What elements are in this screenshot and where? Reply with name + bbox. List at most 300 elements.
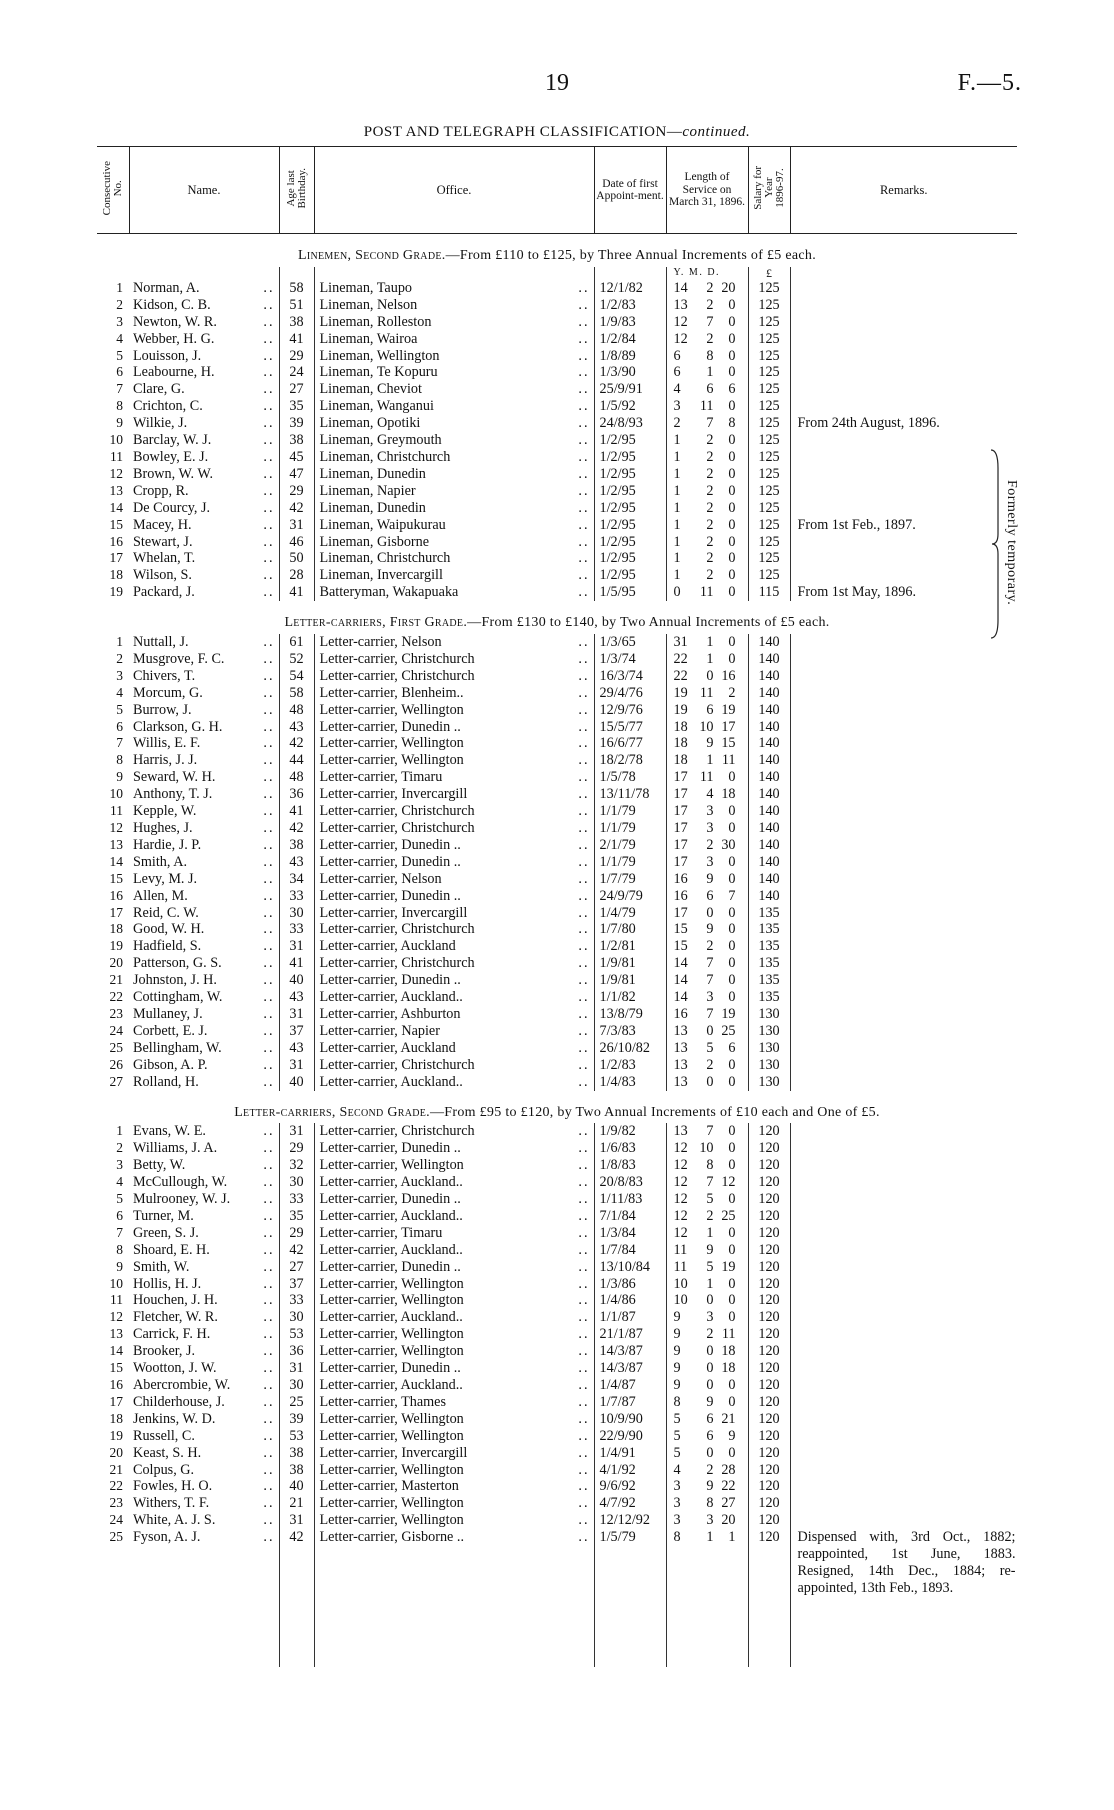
row-number: 24 [109, 1022, 123, 1038]
age-value: 43 [279, 719, 314, 736]
salary-value: 125 [748, 348, 790, 365]
service-years: 10 [673, 1292, 688, 1309]
service-years: 1 [673, 499, 681, 516]
employee-name [129, 905, 279, 922]
appointment-date: 1/2/95 [594, 483, 666, 500]
office-value [314, 584, 594, 601]
row-number: 18 [109, 1410, 123, 1426]
length-of-service [666, 905, 748, 922]
office-text: Letter-carrier, Wellington [319, 701, 464, 718]
office-text: Letter-carrier, Auckland.. [319, 1174, 463, 1191]
length-of-service [666, 1360, 748, 1377]
leader-dots: .. [263, 820, 275, 836]
service-months: 2 [706, 279, 714, 296]
office-text: Lineman, Christchurch [319, 448, 451, 465]
service-days: 0 [728, 1292, 736, 1309]
office-text: Letter-carrier, Christchurch [319, 1056, 475, 1073]
leader-dots: .. [578, 1174, 590, 1191]
service-days: 20 [721, 279, 736, 296]
office-value [314, 820, 594, 837]
table-row [97, 888, 1017, 905]
service-days: 0 [728, 364, 736, 381]
age-value: 41 [279, 584, 314, 601]
length-of-service [666, 803, 748, 820]
table-row [97, 786, 1017, 803]
tail-cell [129, 1597, 279, 1667]
leader-dots: .. [578, 634, 590, 651]
length-of-service [666, 381, 748, 398]
salary-value: 125 [748, 567, 790, 584]
section-heading-row [97, 234, 1017, 267]
row-number: 6 [116, 718, 123, 734]
name-text: Turner, M. [133, 1207, 194, 1224]
office-value [314, 517, 594, 534]
table-row [97, 1478, 1017, 1495]
table-row [97, 483, 1017, 500]
appointment-date: 1/1/79 [594, 854, 666, 871]
service-years: 5 [673, 1410, 681, 1427]
row-number: 25 [109, 1039, 123, 1055]
leader-dots: .. [578, 752, 590, 769]
service-years: 14 [673, 989, 688, 1006]
section-heading [97, 601, 1017, 634]
employee-name [129, 517, 279, 534]
length-of-service [666, 1292, 748, 1309]
leader-dots: .. [263, 1292, 275, 1309]
leader-dots: .. [578, 1039, 590, 1056]
service-days: 0 [728, 584, 736, 601]
length-of-service [666, 1478, 748, 1495]
leader-dots: .. [578, 499, 590, 516]
salary-value: 120 [748, 1360, 790, 1377]
remarks-cell [790, 1292, 1017, 1309]
appointment-date: 1/2/81 [594, 938, 666, 955]
leader-dots: .. [263, 769, 275, 786]
length-of-service [666, 921, 748, 938]
age-value: 38 [279, 314, 314, 331]
leader-dots: .. [263, 1478, 275, 1495]
name-text: Leabourne, H. [133, 364, 215, 381]
name-text: Patterson, G. S. [133, 955, 222, 972]
name-text: Fowles, H. O. [133, 1478, 213, 1495]
appointment-date: 26/10/82 [594, 1040, 666, 1057]
section-description: —From £95 to £120, by Two Annual Increments of £10 each and One of £5. [429, 1104, 880, 1120]
row-number: 3 [116, 1157, 123, 1173]
salary-value: 125 [748, 534, 790, 551]
length-of-service [666, 1074, 748, 1091]
office-value [314, 1191, 594, 1208]
employee-name [129, 1040, 279, 1057]
row-number: 14 [109, 853, 123, 869]
service-years: 3 [673, 1495, 681, 1512]
remarks-cell [790, 1040, 1017, 1057]
row-number: 2 [116, 650, 123, 666]
office-value [314, 1309, 594, 1326]
remarks-cell [790, 550, 1017, 567]
employee-name [129, 989, 279, 1006]
name-text: McCullough, W. [133, 1174, 228, 1191]
table-row [97, 1225, 1017, 1242]
salary-value: 140 [748, 752, 790, 769]
length-of-service [666, 752, 748, 769]
length-of-service [666, 1157, 748, 1174]
salary-value: 125 [748, 483, 790, 500]
office-value [314, 938, 594, 955]
employee-name [129, 534, 279, 551]
age-value: 48 [279, 769, 314, 786]
leader-dots: .. [578, 1377, 590, 1393]
employee-name [129, 837, 279, 854]
service-months: 2 [706, 296, 714, 313]
office-text: Letter-carrier, Wellington [319, 1495, 464, 1512]
salary-value: 140 [748, 719, 790, 736]
length-of-service [666, 1023, 748, 1040]
office-value [314, 314, 594, 331]
remarks-cell [790, 702, 1017, 719]
length-of-service [666, 449, 748, 466]
service-years: 1 [673, 550, 681, 567]
service-years: 13 [673, 1056, 688, 1073]
service-months: 2 [706, 533, 714, 550]
remarks-cell [790, 1140, 1017, 1157]
appointment-date: 1/2/95 [594, 466, 666, 483]
name-text: Hadfield, S. [133, 938, 202, 955]
leader-dots: .. [263, 684, 275, 701]
service-months: 6 [706, 1410, 714, 1427]
appointment-date: 1/4/91 [594, 1445, 666, 1462]
appointment-date: 1/5/79 [594, 1529, 666, 1597]
salary-value: 120 [748, 1326, 790, 1343]
service-months: 1 [706, 364, 714, 381]
age-value: 43 [279, 854, 314, 871]
service-months: 8 [706, 1157, 714, 1174]
remarks-cell [790, 769, 1017, 786]
table-row [97, 702, 1017, 719]
service-months: 2 [706, 836, 714, 853]
row-number: 22 [109, 1478, 123, 1494]
salary-value: 125 [748, 280, 790, 297]
name-text: Bowley, E. J. [133, 448, 209, 465]
leader-dots: .. [263, 853, 275, 870]
appointment-date: 1/4/79 [594, 905, 666, 922]
row-number: 19 [109, 1427, 123, 1443]
service-days: 0 [728, 313, 736, 330]
length-of-service [666, 651, 748, 668]
remarks-cell [790, 567, 1017, 584]
table-row [97, 534, 1017, 551]
leader-dots: .. [578, 1427, 590, 1444]
appointment-date: 14/3/87 [594, 1343, 666, 1360]
name-text: Colpus, G. [133, 1461, 195, 1478]
salary-value: 140 [748, 820, 790, 837]
service-years: 12 [673, 1140, 688, 1157]
leader-dots: .. [263, 735, 275, 752]
name-text: Wilson, S. [133, 567, 192, 584]
leader-dots: .. [578, 836, 590, 853]
service-years: 1 [673, 448, 681, 465]
service-years: 17 [673, 769, 688, 786]
table-row [97, 1326, 1017, 1343]
row-number: 8 [116, 398, 123, 414]
table-row [97, 820, 1017, 837]
leader-dots: .. [263, 465, 275, 482]
leader-dots: .. [263, 904, 275, 921]
name-text: Bellingham, W. [133, 1039, 222, 1056]
leader-dots: .. [578, 853, 590, 870]
salary-value: 120 [748, 1529, 790, 1597]
length-of-service [666, 534, 748, 551]
service-years: 18 [673, 752, 688, 769]
leader-dots: .. [263, 499, 275, 516]
table-row [97, 1462, 1017, 1479]
name-text: Fyson, A. J. [133, 1529, 201, 1546]
leader-dots: .. [578, 718, 590, 735]
leader-dots: .. [263, 989, 275, 1006]
remarks-cell [790, 1006, 1017, 1023]
office-text: Letter-carrier, Wellington [319, 1461, 464, 1478]
length-of-service [666, 871, 748, 888]
document-reference: F.—5. [957, 70, 1022, 96]
name-text: White, A. J. S. [133, 1512, 216, 1529]
employee-name [129, 398, 279, 415]
service-years: 19 [673, 701, 688, 718]
name-text: Williams, J. A. [133, 1140, 218, 1157]
row-number: 16 [109, 533, 123, 549]
service-days: 21 [721, 1410, 736, 1427]
office-value [314, 1040, 594, 1057]
appointment-date: 1/5/95 [594, 584, 666, 601]
table-row [97, 921, 1017, 938]
service-years: 13 [673, 1123, 688, 1140]
appointment-date: 22/9/90 [594, 1428, 666, 1445]
row-number: 9 [116, 1258, 123, 1274]
length-of-service [666, 685, 748, 702]
length-of-service [666, 668, 748, 685]
remarks-cell [790, 331, 1017, 348]
service-days: 30 [721, 836, 736, 853]
leader-dots: .. [263, 567, 275, 584]
leader-dots: .. [578, 516, 590, 533]
office-text: Letter-carrier, Auckland [319, 938, 456, 955]
age-value: 38 [279, 1445, 314, 1462]
employee-name [129, 364, 279, 381]
service-years: 3 [673, 1478, 681, 1495]
appointment-date: 13/10/84 [594, 1259, 666, 1276]
row-number: 14 [109, 1343, 123, 1359]
leader-dots: .. [263, 1174, 275, 1191]
row-number: 9 [116, 415, 123, 431]
length-of-service [666, 1495, 748, 1512]
leader-dots: .. [578, 1444, 590, 1461]
office-text: Lineman, Napier [319, 482, 416, 499]
leader-dots: .. [263, 887, 275, 904]
appointment-date: 1/2/95 [594, 449, 666, 466]
leader-dots: .. [578, 465, 590, 482]
service-months: 2 [706, 516, 714, 533]
name-text: Norman, A. [133, 279, 200, 296]
formerly-temporary-label: Formerly temporary. [1004, 480, 1019, 606]
appointment-date: 1/7/80 [594, 921, 666, 938]
service-years: 13 [673, 1073, 688, 1090]
age-value: 21 [279, 1495, 314, 1512]
leader-dots: .. [263, 1495, 275, 1512]
salary-value: 120 [748, 1462, 790, 1479]
employee-name [129, 1057, 279, 1074]
length-of-service [666, 735, 748, 752]
age-value: 42 [279, 735, 314, 752]
service-months: 7 [706, 1005, 714, 1022]
service-years: 12 [673, 1157, 688, 1174]
salary-value: 135 [748, 921, 790, 938]
leader-dots: .. [578, 415, 590, 432]
appointment-date: 1/2/95 [594, 567, 666, 584]
leader-dots: .. [263, 650, 275, 667]
leader-dots: .. [578, 820, 590, 836]
leader-dots: .. [263, 955, 275, 972]
appointment-date: 13/8/79 [594, 1006, 666, 1023]
row-number: 8 [116, 1241, 123, 1257]
service-months: 3 [706, 989, 714, 1006]
table-row [97, 1445, 1017, 1462]
name-text: Keast, S. H. [133, 1444, 202, 1461]
age-value: 29 [279, 1225, 314, 1242]
service-years: 4 [673, 381, 681, 398]
office-value [314, 786, 594, 803]
table-row [97, 466, 1017, 483]
table-row [97, 634, 1017, 651]
office-value [314, 1512, 594, 1529]
age-value: 52 [279, 651, 314, 668]
appointment-date: 1/1/79 [594, 803, 666, 820]
name-text: Allen, M. [133, 887, 188, 904]
service-years: 19 [673, 684, 688, 701]
name-text: Childerhouse, J. [133, 1393, 225, 1410]
employee-name [129, 1343, 279, 1360]
row-number: 5 [116, 701, 123, 717]
row-number: 7 [116, 735, 123, 751]
employee-name [129, 1225, 279, 1242]
office-value [314, 735, 594, 752]
salary-value: 135 [748, 905, 790, 922]
service-months: 1 [706, 634, 714, 651]
leader-dots: .. [263, 415, 275, 432]
age-value: 29 [279, 348, 314, 365]
service-years: 8 [673, 1393, 681, 1410]
remarks-cell [790, 1057, 1017, 1074]
employee-name [129, 1377, 279, 1394]
table-row [97, 567, 1017, 584]
row-number: 21 [109, 1461, 123, 1477]
name-text: Stewart, J. [133, 533, 193, 550]
table-body [97, 234, 1017, 1667]
service-months: 2 [706, 1461, 714, 1478]
office-text: Letter-carrier, Christchurch [319, 650, 475, 667]
name-text: Musgrove, F. C. [133, 650, 225, 667]
remarks-cell [790, 1462, 1017, 1479]
office-text: Letter-carrier, Timaru [319, 769, 443, 786]
service-months: 2 [706, 465, 714, 482]
table-row [97, 905, 1017, 922]
section-heading [97, 234, 1017, 267]
service-months: 3 [706, 853, 714, 870]
employee-name [129, 584, 279, 601]
appointment-date: 1/1/87 [594, 1309, 666, 1326]
leader-dots: .. [263, 1377, 275, 1393]
appointment-date: 4/1/92 [594, 1462, 666, 1479]
employee-name [129, 381, 279, 398]
leader-dots: .. [263, 667, 275, 684]
length-of-service [666, 1428, 748, 1445]
service-days: 0 [728, 432, 736, 449]
length-of-service [666, 634, 748, 651]
leader-dots: .. [263, 1056, 275, 1073]
service-months: 1 [706, 752, 714, 769]
salary-value: 120 [748, 1208, 790, 1225]
table-row [97, 989, 1017, 1006]
office-text: Letter-carrier, Dunedin .. [319, 853, 461, 870]
row-number: 17 [109, 550, 123, 566]
length-of-service [666, 719, 748, 736]
service-months: 2 [706, 1326, 714, 1343]
row-number: 24 [109, 1512, 123, 1528]
employee-name [129, 415, 279, 432]
office-text: Letter-carrier, Blenheim.. [319, 684, 464, 701]
office-text: Lineman, Greymouth [319, 432, 442, 449]
leader-dots: .. [263, 1005, 275, 1022]
service-days: 19 [721, 1005, 736, 1022]
service-years: 12 [673, 330, 688, 347]
salary-value: 140 [748, 888, 790, 905]
name-text: Newton, W. R. [133, 313, 217, 330]
office-text: Letter-carrier, Dunedin .. [319, 1140, 461, 1157]
remarks-cell [790, 1259, 1017, 1276]
office-text: Lineman, Christchurch [319, 550, 451, 567]
name-text: De Courcy, J. [133, 499, 211, 516]
tail-cell [790, 1597, 1017, 1667]
office-text: Letter-carrier, Timaru [319, 1224, 443, 1241]
col-header-length-of-service: Length of Service on March 31, 1896. [666, 147, 748, 234]
office-value [314, 1428, 594, 1445]
name-text: Good, W. H. [133, 921, 205, 938]
row-number: 10 [109, 1275, 123, 1291]
service-months: 2 [706, 1056, 714, 1073]
length-of-service [666, 1343, 748, 1360]
employee-name [129, 921, 279, 938]
appointment-date: 1/5/92 [594, 398, 666, 415]
appointment-date: 1/6/83 [594, 1140, 666, 1157]
leader-dots: .. [578, 1140, 590, 1157]
remarks-cell [790, 1225, 1017, 1242]
leader-dots: .. [263, 432, 275, 449]
service-years: 17 [673, 904, 688, 921]
service-days: 8 [728, 415, 736, 432]
appointment-date: 1/11/83 [594, 1191, 666, 1208]
office-text: Letter-carrier, Masterton [319, 1478, 459, 1495]
leader-dots: .. [263, 1039, 275, 1056]
service-years: 13 [673, 1039, 688, 1056]
name-text: Johnston, J. H. [133, 972, 217, 989]
leader-dots: .. [263, 803, 275, 820]
service-months: 6 [706, 381, 714, 398]
row-number: 5 [116, 347, 123, 363]
age-value: 34 [279, 871, 314, 888]
table-row [97, 1040, 1017, 1057]
service-months: 10 [699, 718, 714, 735]
service-days: 0 [728, 1393, 736, 1410]
remarks-cell [790, 297, 1017, 314]
leader-dots: .. [578, 482, 590, 499]
leader-dots: .. [578, 279, 590, 296]
